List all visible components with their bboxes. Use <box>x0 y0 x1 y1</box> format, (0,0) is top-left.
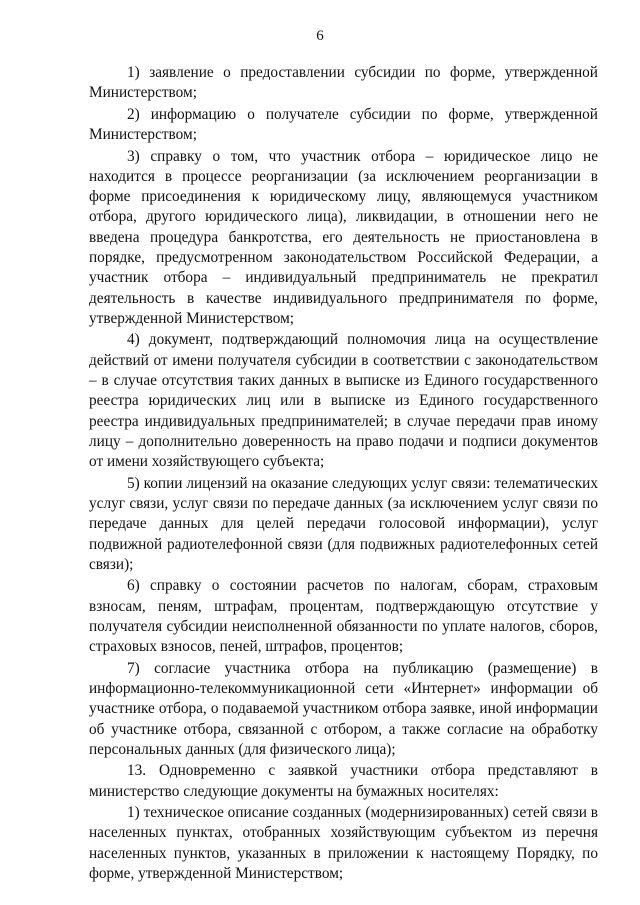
paragraph-item-4: 4) документ, подтверждающий полномочия лица на осуществление действий от имени получателя субсидии в соответствии с законодательством – в случае отсутствия таких данных в выписке из Единого государственного реестра юридических лиц или в выписке из Единого государственного реестра индивидуальных предпринимателей; в случае передачи прав иному лицу – дополнительно доверенность на право подачи и подписи документов от имени хозяйствующего субъекта; <box>89 331 598 471</box>
paragraph-item-6: 6) справку о состоянии расчетов по налогам, сборам, страховым взносам, пеням, штрафам, процентам, подтверждающую отсутствие у получателя субсидии неисполненной обязанности по уплате налогов, сборов, страховых взносов, пеней, штрафов, процентов; <box>89 577 598 656</box>
paragraph-item-5: 5) копии лицензий на оказание следующих услуг связи: телематических услуг связи, услуг связи по передаче данных (за исключением услуг связи по передаче данных для целей передачи голосовой информации), услуг подвижной радиотелефонной связи (для подвижных радиотелефонных сетей связи); <box>89 474 598 573</box>
paragraph-item-2: 2) информацию о получателе субсидии по форме, утвержденной Министерством; <box>89 105 598 144</box>
paragraph-item-1: 1) заявление о предоставлении субсидии по форме, утвержденной Министерством; <box>89 64 598 102</box>
paragraph-section-13: 13. Одновременно с заявкой участники отбора представляют в министерство следующие документы на бумажных носителях: <box>89 762 598 800</box>
paragraph-item-7: 7) согласие участника отбора на публикацию (размещение) в информационно-телекоммуникационной сети «Интернет» информации об участнике отбора, о подаваемой участником отбора заявке, иной информации об участнике отбора, связанной с отбором, а также согласие на обработку персональных данных (для физического лица); <box>89 659 598 758</box>
page-number: 6 <box>316 28 324 44</box>
paragraph-item-3: 3) справку о том, что участник отбора – юридическое лицо не находится в процессе реорганизации (за исключением реорганизации в форме присоединения к юридическому лицу, являющемуся участником отбора, другого юридического лица), ликвидации, в отношении него не введена процедура банкротства, его деятельность не приостановлена в порядке, предусмотренном законодательством Российской Федерации, а участник отбора – индивидуальный предприниматель не прекратил деятельность в качестве индивидуального предпринимателя по форме, утвержденной Министерством; <box>89 147 598 327</box>
document-body <box>89 63 598 886</box>
paragraph-subitem-1: 1) техническое описание созданных (модернизированных) сетей связи в населенных пунктах, отобранных хозяйствующим субъектом из перечня населенных пунктов, указанных в приложении к настоящему Порядку, по форме, утвержденной Министерством; <box>89 804 598 883</box>
